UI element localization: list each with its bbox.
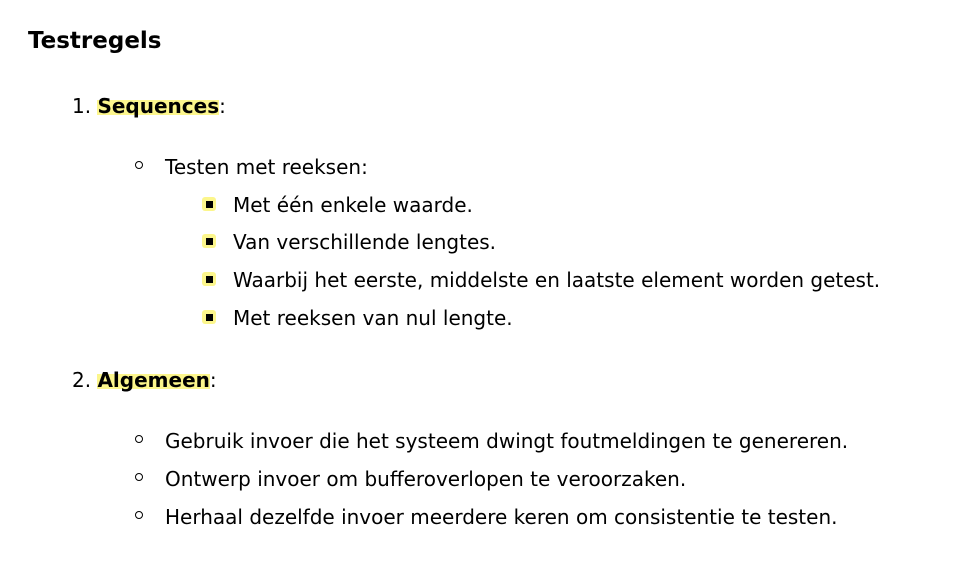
circle-bullet-icon — [135, 511, 143, 519]
section-heading-text: Algemeen — [97, 368, 210, 392]
square-bullet-icon — [202, 197, 216, 211]
nested-list-item: Waarbij het eerste, middelste en laatste element worden getest. — [233, 268, 881, 292]
list-item: Testen met reeksen: — [165, 155, 368, 179]
section-number: 2. — [72, 368, 92, 392]
section-heading-sequences — [72, 91, 226, 121]
square-bullet-icon — [202, 310, 216, 324]
circle-bullet-icon — [135, 161, 143, 169]
section-number: 1. — [72, 94, 92, 118]
list-item: Gebruik invoer die het systeem dwingt foutmeldingen te genereren. — [165, 429, 849, 453]
square-bullet-icon — [202, 234, 216, 248]
section-heading-text: Sequences — [97, 94, 220, 118]
nested-list-item: Met één enkele waarde. — [233, 193, 473, 217]
section-heading-algemeen — [72, 365, 217, 395]
page-title: Testregels — [28, 28, 162, 54]
nested-list-item: Van verschillende lengtes. — [233, 230, 497, 254]
nested-list-item: Met reeksen van nul lengte. — [233, 306, 513, 330]
square-bullet-icon — [202, 272, 216, 286]
circle-bullet-icon — [135, 435, 143, 443]
section-heading-suffix: : — [219, 94, 226, 118]
circle-bullet-icon — [135, 473, 143, 481]
list-item: Herhaal dezelfde invoer meerdere keren om consistentie te testen. — [165, 505, 838, 529]
section-heading-suffix: : — [209, 368, 217, 392]
list-item: Ontwerp invoer om bufferoverlopen te veroorzaken. — [165, 467, 687, 491]
